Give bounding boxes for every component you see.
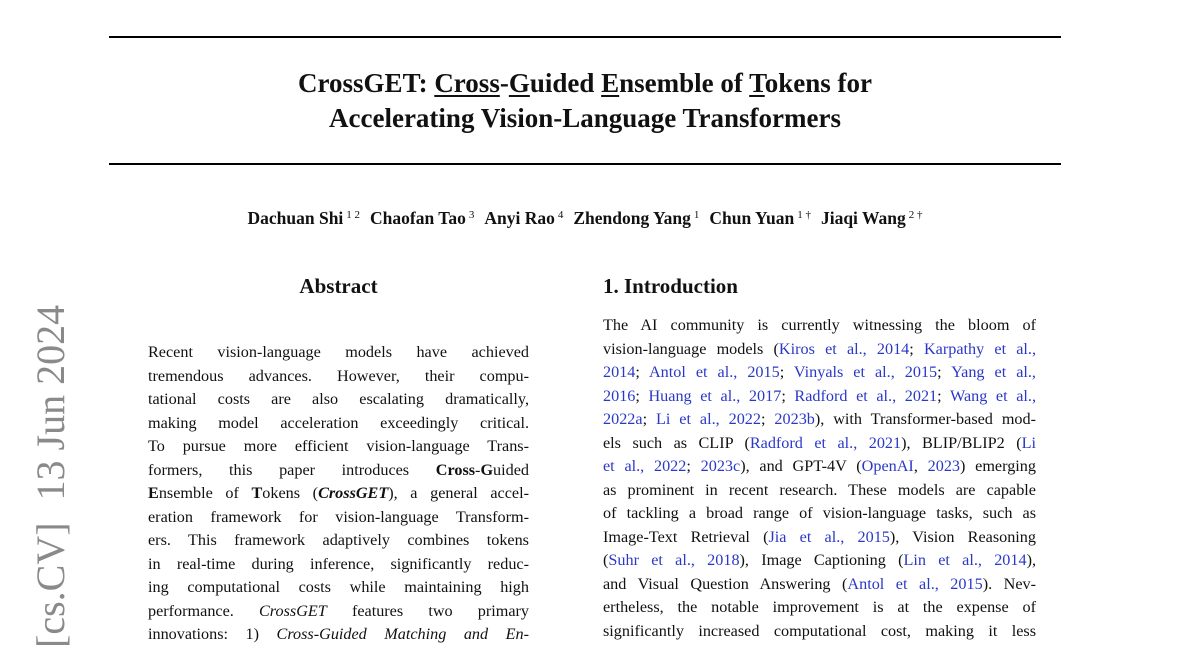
text-line — [148, 529, 529, 553]
text-segment: significantly increased computational cost, making it less — [603, 621, 1036, 640]
text-line — [603, 596, 1036, 620]
title-seg: CrossGET: — [298, 68, 435, 98]
arxiv-category: [cs.CV] — [28, 522, 73, 648]
abstract-heading: Abstract — [299, 274, 378, 298]
title-seg: T — [749, 68, 765, 98]
arxiv-stamp — [28, 305, 74, 648]
text-line — [603, 432, 1036, 456]
citation-link[interactable]: Huang et al., 2017 — [648, 386, 782, 405]
text-segment: ), Image Captioning ( — [739, 551, 904, 569]
text-segment: els such as CLIP ( — [603, 433, 750, 452]
text-segment: - — [475, 460, 481, 479]
text-line — [148, 623, 529, 647]
citation-link[interactable]: Radford et al., 2021 — [749, 433, 902, 452]
text-segment: as prominent in recent research. These models are capable — [603, 480, 1036, 499]
abstract-body — [148, 341, 529, 647]
author-list — [0, 208, 1170, 229]
citation-link[interactable]: Suhr et al., 2018 — [608, 551, 740, 569]
text-line — [603, 361, 1036, 385]
text-line — [603, 526, 1036, 550]
text-line — [603, 479, 1036, 503]
text-segment: ), and GPT-4V ( — [740, 457, 862, 475]
text-segment: To pursue more efficient vision-language Trans- — [148, 437, 529, 455]
arxiv-date: 13 Jun 2024 — [28, 304, 73, 501]
text-segment: T — [251, 484, 263, 502]
text-segment: uided — [493, 460, 529, 479]
text-segment: tremendous advances. However, their compu- — [148, 366, 529, 385]
citation-link[interactable]: 2023b — [774, 410, 815, 428]
text-line — [603, 573, 1036, 597]
citation-link[interactable]: Wang et al., — [949, 386, 1036, 405]
text-line — [148, 482, 529, 506]
title-seg: nsemble of — [619, 68, 750, 98]
text-segment: okens ( — [262, 484, 319, 502]
text-segment: in real-time during inference, significantly reduc- — [148, 554, 529, 573]
text-line — [603, 620, 1036, 644]
text-segment: Image-Text Retrieval ( — [603, 527, 769, 546]
text-segment: Cross-Guided Matching and En- — [276, 625, 529, 643]
citation-link[interactable]: 2022a — [603, 410, 643, 428]
text-segment: ; — [781, 386, 795, 405]
text-segment: and Visual Question Answering ( — [603, 574, 848, 593]
citation-link[interactable]: Radford et al., 2021 — [794, 386, 938, 405]
text-segment: E — [148, 484, 159, 502]
text-line — [148, 365, 529, 389]
author-name: Anyi Rao — [484, 208, 555, 228]
paper-title-line-1 — [0, 66, 1170, 101]
text-segment: CrossGET — [318, 484, 389, 502]
author-affiliation: 4 — [557, 209, 564, 221]
text-line — [148, 459, 529, 483]
introduction-heading: 1. Introduction — [603, 274, 738, 298]
introduction-body — [603, 314, 1036, 643]
citation-link[interactable]: OpenAI — [861, 457, 914, 475]
text-line — [148, 412, 529, 436]
text-segment: tational costs are also escalating dramatically, — [148, 390, 529, 408]
citation-link[interactable]: Vinyals et al., 2015 — [793, 363, 938, 381]
citation-link[interactable]: 2016 — [603, 386, 636, 405]
citation-link[interactable]: 2014 — [603, 363, 636, 381]
citation-link[interactable]: Antol et al., 2015 — [648, 363, 780, 381]
citation-link[interactable]: Lin et al., 2014 — [903, 551, 1027, 569]
author-affiliation: 1 † — [797, 209, 811, 221]
text-segment: , — [913, 457, 928, 475]
author-affiliation: 1 2 — [346, 209, 361, 221]
text-segment: ), a general accel- — [388, 484, 529, 502]
author — [709, 208, 811, 228]
title-seg: uided — [529, 68, 602, 98]
title-seg: G — [508, 68, 530, 98]
text-segment: nsemble of — [158, 484, 252, 502]
text-line — [603, 549, 1036, 573]
text-segment: ertheless, the notable improvement is at the expense of — [603, 598, 1036, 616]
author-name: Zhendong Yang — [573, 208, 691, 228]
author-affiliation: 3 — [468, 209, 475, 221]
text-line — [148, 600, 529, 624]
text-segment: ; — [635, 386, 649, 405]
author-name: Dachuan Shi — [247, 208, 344, 228]
text-segment: ), Vision Reasoning — [889, 527, 1036, 546]
citation-link[interactable]: Jia et al., 2015 — [768, 527, 890, 546]
citation-link[interactable]: Karpathy et al., — [923, 339, 1037, 358]
text-segment: ; — [937, 363, 952, 381]
title-seg: Cross — [434, 68, 500, 98]
citation-link[interactable]: 2023c — [700, 457, 741, 475]
title-seg: E — [601, 68, 620, 98]
text-segment: making model acceleration exceedingly critical. — [148, 413, 529, 432]
author-name: Chaofan Tao — [370, 208, 466, 228]
text-segment: vision-language models ( — [603, 339, 779, 358]
author — [370, 208, 474, 228]
text-line — [148, 506, 529, 530]
text-line — [603, 408, 1036, 432]
title-bottom-rule — [109, 163, 1061, 165]
text-segment: G — [480, 460, 494, 479]
text-segment: ). Nev- — [982, 574, 1036, 593]
text-line — [148, 388, 529, 412]
citation-link[interactable]: Li — [1021, 433, 1036, 452]
text-line — [603, 338, 1036, 362]
text-segment: ) emerging — [960, 457, 1036, 475]
paper-title-line-2: Accelerating Vision-Language Transformers — [329, 103, 841, 133]
author — [247, 208, 360, 228]
text-line — [148, 341, 529, 365]
text-line — [603, 314, 1036, 338]
text-segment: ; — [937, 386, 950, 405]
author-name: Chun Yuan — [709, 208, 795, 228]
text-segment: ( — [603, 551, 609, 569]
text-segment: ; — [635, 363, 649, 381]
text-line — [148, 553, 529, 577]
text-line — [603, 455, 1036, 479]
author — [484, 208, 563, 228]
title-top-rule — [109, 36, 1061, 38]
text-line — [603, 502, 1036, 526]
text-segment: Recent vision-language models have achieved — [148, 343, 529, 361]
text-segment: ; — [760, 410, 775, 428]
citation-link[interactable]: Yang et al., — [951, 363, 1036, 381]
text-segment: ), BLIP/BLIP2 ( — [901, 433, 1022, 452]
text-segment: ; — [909, 339, 924, 358]
author-name: Jiaqi Wang — [820, 208, 906, 228]
text-line — [603, 385, 1036, 409]
text-segment: CrossGET — [259, 601, 327, 620]
text-segment: of tackling a broad range of vision-language tasks, such as — [603, 504, 1036, 522]
text-line — [148, 435, 529, 459]
text-segment: features two primary — [326, 601, 529, 620]
text-segment: Cross — [435, 460, 476, 479]
author-affiliation: 1 — [693, 209, 700, 221]
author — [573, 208, 699, 228]
text-segment: performance. — [148, 601, 259, 620]
citation-link[interactable]: 2023 — [927, 457, 960, 475]
text-segment: ), with Transformer-based mod- — [814, 410, 1036, 428]
citation-link[interactable]: et al., 2022 — [603, 457, 687, 475]
text-segment: innovations: 1) — [148, 625, 277, 643]
text-segment: ing computational costs while maintaining high — [148, 578, 529, 596]
author-affiliation: 2 † — [908, 209, 923, 221]
title-seg: - — [499, 68, 509, 98]
citation-link[interactable]: Li et al., 2022 — [655, 410, 761, 428]
citation-link[interactable]: Kiros et al., 2014 — [778, 339, 910, 358]
text-segment: The AI community is currently witnessing the bloom of — [603, 316, 1036, 334]
text-segment: ), — [1026, 551, 1037, 569]
text-line — [148, 576, 529, 600]
title-seg: okens for — [764, 68, 872, 98]
citation-link[interactable]: Antol et al., 2015 — [847, 574, 983, 593]
text-segment: ; — [686, 457, 701, 475]
text-segment: formers, this paper introduces — [148, 460, 436, 479]
text-segment: ; — [779, 363, 794, 381]
author — [821, 208, 923, 228]
text-segment: ers. This framework adaptively combines tokens — [148, 531, 529, 549]
text-segment: ; — [642, 410, 656, 428]
text-segment: eration framework for vision-language Transform- — [148, 507, 529, 526]
